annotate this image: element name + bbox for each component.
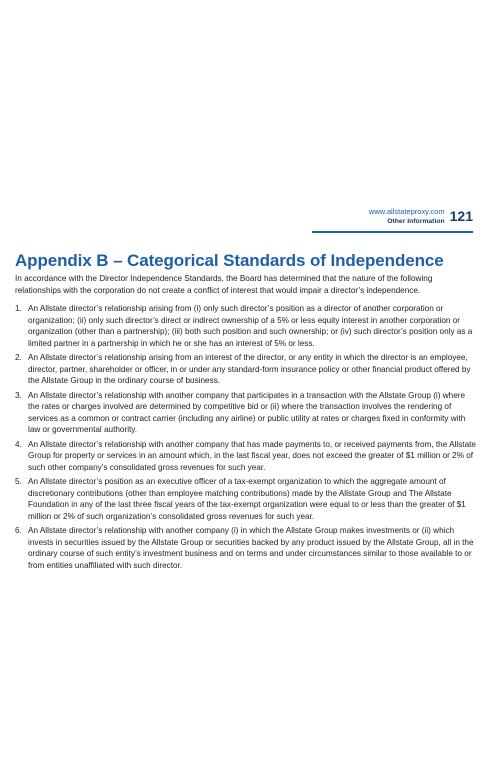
standard-item-3 xyxy=(15,390,477,436)
item-number: 2. xyxy=(15,353,22,362)
standard-item-2 xyxy=(15,352,477,387)
standards-list xyxy=(15,303,477,571)
header-divider xyxy=(312,231,473,233)
item-number: 5. xyxy=(15,477,22,486)
item-text: An Allstate director’s relationship with another company (i) in which the Allstate Group makes investments or (ii) which invests in securities issued by the Allstate Group or securities backed by any product issued by the Allstate Group, all in the ordinary course of such entity’s investment business and on terms and under circumstances similar to those available to or from entities unaffiliated with such director. xyxy=(28,526,474,570)
standard-item-1 xyxy=(15,303,477,349)
appendix-content xyxy=(15,251,477,574)
item-text: An Allstate director’s relationship with another company that participates in a transaction with the Allstate Group (i) where the rates or charges involved are determined by competitive bid or (ii) where the transaction involves the rendering of services as a common or contract carrier (including any airline) or public utility at rates or charges fixed in conformity with law or governmental authority. xyxy=(28,390,466,434)
appendix-intro: In accordance with the Director Independence Standards, the Board has determined that the nature of the following relationships with the corporation do not create a conflict of interest that would impair a director’s independence. xyxy=(15,274,433,295)
item-number: 6. xyxy=(15,526,22,535)
page-header xyxy=(369,207,473,227)
item-number: 4. xyxy=(15,439,22,449)
item-text: An Allstate director’s relationship arising from (i) only such director’s position as a director of another corporation or organization; (ii) only such director’s direct or indirect ownership of a 5% or less equity interest in another corporation or organization (other than a partnership); (iii) both such position and such ownership; or (iv) such director’s position only as a limited partner in a partnership in which he or she has an interest of 5% or less. xyxy=(28,304,473,348)
standard-item-5 xyxy=(15,476,477,522)
header-text-block xyxy=(369,207,445,227)
item-text: An Allstate director’s relationship with another company that has made payments to, or received payments from, the Allstate Group for property or services in an amount which, in the last fiscal year, does not exceed the greater of $1 million or 2% of such other company’s consolidated gross revenues for such year. xyxy=(28,439,476,472)
section-name: Other Information xyxy=(387,218,445,225)
item-text: An Allstate director’s relationship arising from an interest of the director, or any entity in which the director is an employee, director, partner, shareholder or officer, in or under any standard-form insurance policy or other financial product offered by the Allstate Group in the ordinary course of business. xyxy=(28,353,471,385)
site-url-link[interactable]: www.allstateproxy.com xyxy=(368,207,445,216)
item-number: 3. xyxy=(15,390,22,400)
page-number: 121 xyxy=(449,208,473,224)
item-number: 1. xyxy=(15,304,22,313)
appendix-title: Appendix B – Categorical Standards of Independence xyxy=(15,251,444,270)
item-text: An Allstate director’s position as an executive officer of a tax-exempt organization to which the aggregate amount of discretionary contributions (other than employee matching contributions) made by the Allstate Group and The Allstate Foundation in any of the last three fiscal years of the tax-exempt organization were equal to or less than the greater of $1 million or 2% of such organization’s consolidated gross revenues for such year. xyxy=(28,477,466,521)
standard-item-6 xyxy=(15,525,477,571)
standard-item-4 xyxy=(15,439,477,474)
